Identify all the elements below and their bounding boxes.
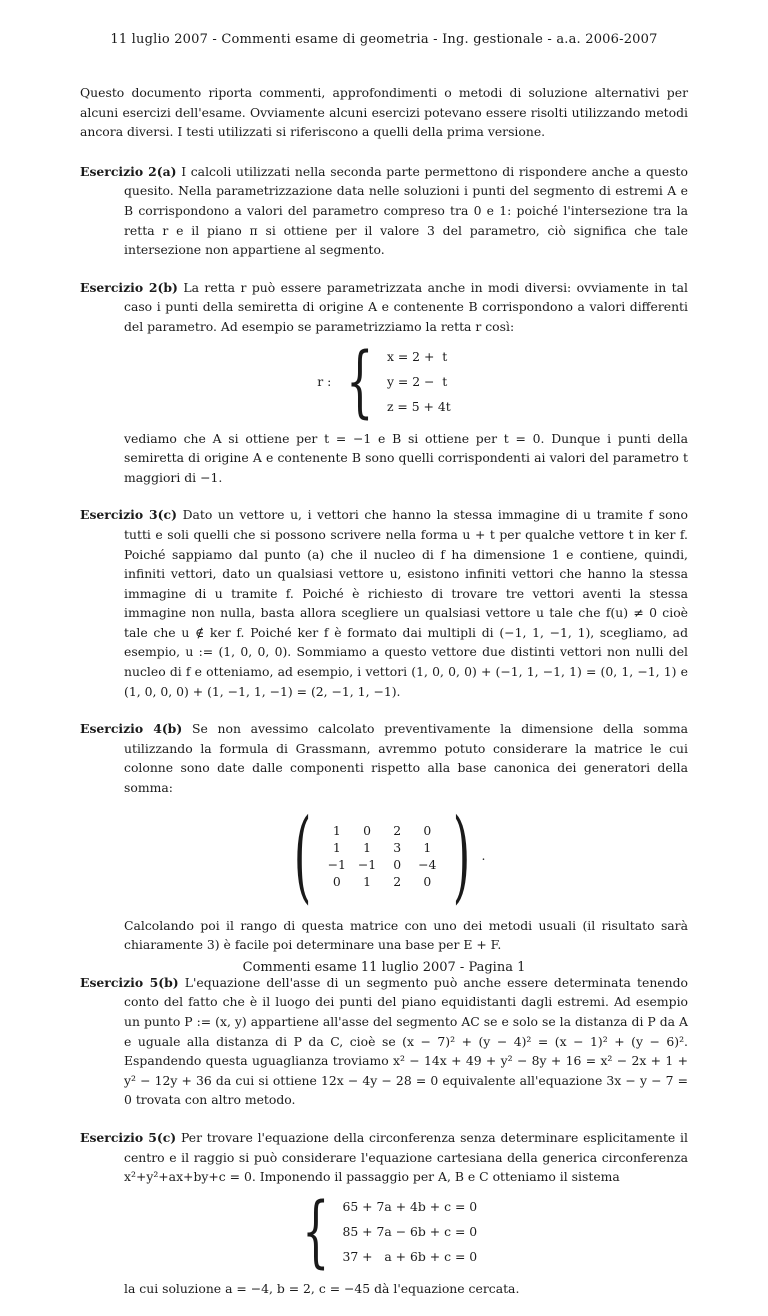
exercise-title: Esercizio 4(b) [80, 721, 183, 737]
system-line: y = 2 − t [386, 374, 448, 390]
page-footer: Commenti esame 11 luglio 2007 - Pagina 1 [242, 960, 526, 975]
system-line: 65 + 7a + 4b + c = 0 [342, 1199, 478, 1215]
exercise-title: Esercizio 5(c) [80, 1129, 177, 1145]
system-line: x = 2 + t [386, 349, 448, 365]
matrix-cell: 3 [393, 839, 402, 855]
matrix-cell: 0 [363, 822, 371, 838]
left-paren: ( [293, 796, 311, 914]
exercise-text-after: vediamo che A si ottiene per t = −1 e B si ottiene per t = 0. Dunque i punti della semiretta di origine A e contenente B sono quelli corrispondenti ai valori del parametro t maggiori di −1. [124, 430, 688, 485]
matrix-cell: 1 [423, 839, 432, 855]
exercise-2a [80, 162, 688, 260]
document-body [80, 83, 688, 1316]
exercise-text-after: la cui soluzione a = −4, b = 2, c = −45 dà l'equazione cercata. [124, 1280, 520, 1296]
matrix-cell: 0 [423, 822, 432, 838]
matrix-cell: −1 [327, 856, 346, 872]
matrix-cell: 0 [332, 873, 341, 889]
exercise-text: Dato un vettore u, i vettori che hanno la stessa immagine di u tramite f sono tutti e soli quelli che si possono scrivere nella forma u + t per qualche vettore t in ker f. Poiché sappiamo dal punto (a) che il nucleo di f ha dimensione 1 e contiene, quindi, infiniti vettori, dato un qualsiasi vettore u, esistono infiniti vettori che hanno la stessa immagine di u tramite f. Poiché è richiesto di trovare tre vettori aventi la stessa immagine non nulla, basta allora scegliere un qualsiasi vettore u tale che f(u) ≠ 0 cioè tale che u ∉ ker f. Poiché ker f è formato dai multipli di (−1, 1, −1, 1), scegliamo, ad esempio, u := (1, 0, 0, 0). Sommiamo a questo vettore due distinti vettori non nulli del nucleo di f e otteniamo, ad esempio, i vettori (1, 0, 0, 0) + (−1, 1, −1, 1) = (0, 1, −1, 1) e (1, 0, 0, 0) + (1, −1, 1, −1) = (2, −1, 1, −1). [124, 507, 688, 699]
exercise-text: La retta r può essere parametrizzata anche in modi diversi: ovviamente in tal caso i punti della semiretta di origine A e contenente B corrispondono a valori differenti del parametro. Ad esempio se parametrizziamo la retta r così: [124, 279, 688, 334]
page-header: 11 luglio 2007 - Commenti esame di geometria - Ing. gestionale - a.a. 2006-2007 [110, 32, 658, 47]
matrix-cell: 1 [332, 839, 341, 855]
exercise-title: Esercizio 2(a) [80, 163, 177, 179]
left-brace: { [346, 336, 374, 427]
matrix-cell: 0 [423, 873, 432, 889]
exercise-5c [80, 1128, 688, 1298]
matrix-cell: 0 [393, 856, 402, 872]
exercise-text: L'equazione dell'asse di un segmento può anche essere determinata tenendo conto del fatto che è il luogo dei punti del piano equidistanti dagli estremi. Ad esempio un punto P := (x, y) appartiene all'asse del segmento AC se e solo se la distanza di P da A e uguale alla distanza di P da C, cioè se (x − 7)² + (y − 4)² = (x − 1)² + (y − 6)². Espandendo questa uguaglianza troviamo x² − 14x + 49 + y² − 8y + 16 = x² − 2x + 1 + y² − 12y + 36 da cui si ottiene 12x − 4y − 28 = 0 equivalente all'equazione 3x − y − 7 = 0 trovata con altro metodo. [124, 974, 688, 1108]
parametric-system [80, 336, 688, 427]
matrix-cell: 1 [363, 839, 371, 855]
exercise-text: I calcoli utilizzati nella seconda parte permettono di rispondere anche a questo quesito. Nella parametrizzazione data nelle soluzioni i punti del segmento di estremi A e B corrispondono a valori del parametro compreso tra 0 e 1: poiché l'intersezione tra la retta r e il piano π si ottiene per il valore 3 del parametro, ciò significa che tale intersezione non appartiene al segmento. [124, 163, 688, 258]
matrix-cell: −1 [357, 856, 377, 872]
matrix-cell: −4 [418, 856, 437, 872]
exercise-5b [80, 973, 688, 1110]
right-paren: ) [453, 796, 471, 914]
matrix-cell: 2 [393, 822, 402, 838]
exercise-text: Se non avessimo calcolato preventivamente la dimensione della somma utilizzando la formula di Grassmann, avremmo potuto considerare la matrice le cui colonne sono date dalle componenti rispetto alla base canonica dei generatori della somma: [124, 721, 688, 796]
system-label: r : [317, 373, 332, 389]
matrix-period: . [481, 847, 486, 863]
exercise-title: Esercizio 3(c) [80, 507, 177, 523]
exercise-4b [80, 719, 688, 955]
system-line: z = 5 + 4t [386, 399, 451, 415]
exercise-title: Esercizio 2(b) [80, 279, 178, 295]
intro-paragraph: Questo documento riporta commenti, approfondimenti o metodi di soluzione alternativi per alcuni esercizi dell'esame. Ovviamente alcuni esercizi potevano essere risolti utilizzando metodi ancora diversi. I testi utilizzati si riferiscono a quelli della prima versione. [80, 85, 688, 140]
exercise-2b [80, 278, 688, 488]
exercise-text: Per trovare l'equazione della circonferenza senza determinare esplicitamente il centro e il raggio si può considerare l'equazione cartesiana della generica circonferenza x²+y²+ax+by+c = 0. Imponendo il passaggio per A, B e C otteniamo il sistema [124, 1129, 688, 1185]
exercise-title: Esercizio 5(b) [80, 974, 179, 990]
linear-system [80, 1186, 688, 1277]
system-line: 37 + a + 6b + c = 0 [342, 1249, 478, 1265]
matrix-cell: 1 [332, 822, 341, 838]
matrix [80, 796, 688, 914]
left-brace: { [301, 1186, 330, 1277]
matrix-cell: 1 [363, 873, 371, 889]
exercise-3c [80, 505, 688, 701]
matrix-cell: 2 [393, 873, 402, 889]
system-line: 85 + 7a − 6b + c = 0 [342, 1224, 478, 1240]
exercise-text-after: Calcolando poi il rango di questa matrice con uno dei metodi usuali (il risultato sarà chiaramente 3) è facile poi determinare una base per E + F. [124, 917, 688, 953]
